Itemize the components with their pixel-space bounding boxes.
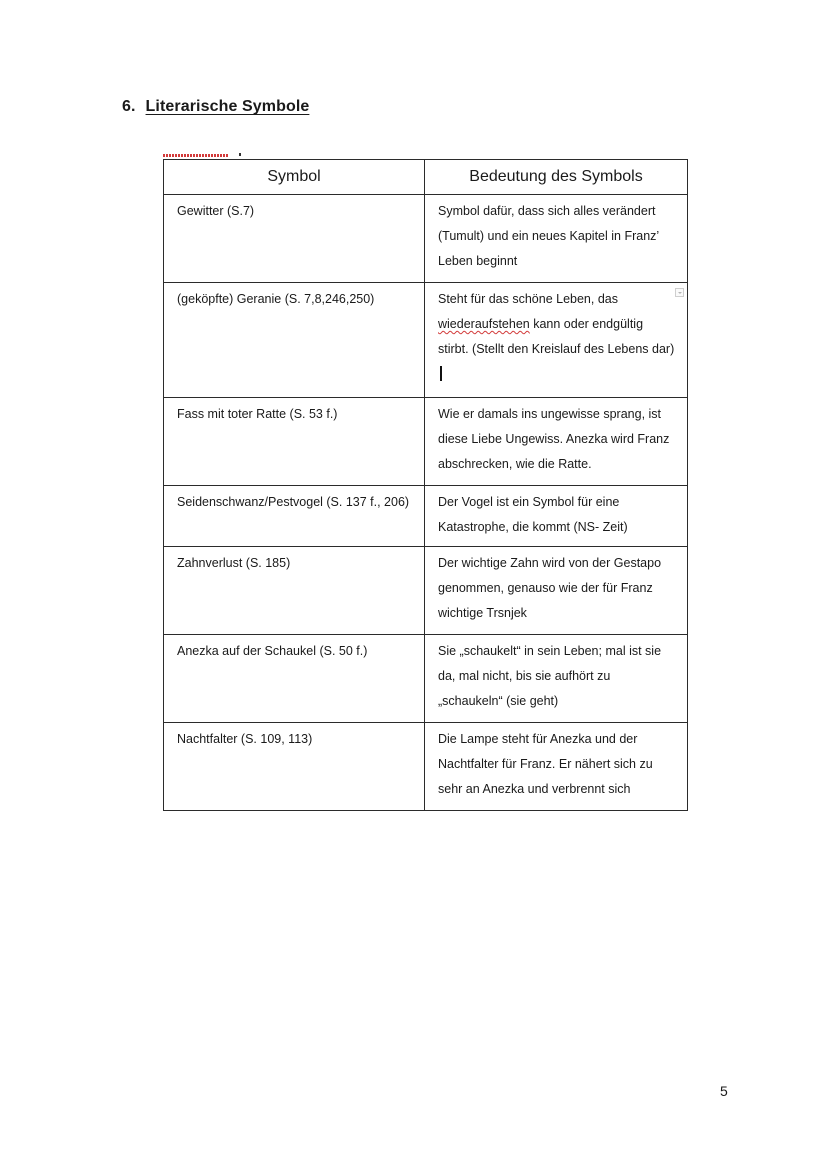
meaning-cell[interactable]: Sie „schaukelt“ in sein Leben; mal ist sie da, mal nicht, bis sie aufhört zu „schaukeln“ (sie geht) — [425, 635, 688, 723]
section-heading — [122, 98, 309, 116]
table-header-row — [164, 160, 688, 195]
table-row — [164, 195, 688, 283]
symbol-cell[interactable]: Seidenschwanz/Pestvogel (S. 137 f., 206) — [164, 486, 425, 547]
symbol-cell[interactable]: Gewitter (S.7) — [164, 195, 425, 283]
page-number: 5 — [720, 1083, 728, 1099]
spellcheck-squiggle — [163, 154, 229, 157]
misspelled-word[interactable]: wiederaufstehen — [438, 317, 530, 331]
meaning-cell[interactable]: Der Vogel ist ein Symbol für eine Katastrophe, die kommt (NS- Zeit) — [425, 486, 688, 547]
text-cursor — [440, 366, 442, 381]
meaning-cell[interactable] — [425, 283, 688, 398]
symbol-cell[interactable]: Nachtfalter (S. 109, 113) — [164, 723, 425, 811]
header-meaning: Bedeutung des Symbols — [425, 160, 688, 195]
table-row — [164, 547, 688, 635]
table-row — [164, 398, 688, 486]
meaning-text: kann oder endgültig stirbt. (Stellt den Kreislauf des Lebens dar) — [438, 317, 675, 356]
table-row — [164, 635, 688, 723]
meaning-cell[interactable]: Wie er damals ins ungewisse sprang, ist diese Liebe Ungewiss. Anezka wird Franz abschrecken, wie die Ratte. — [425, 398, 688, 486]
table-row — [164, 723, 688, 811]
table-row — [164, 283, 688, 398]
cell-dropdown-icon[interactable] — [675, 288, 684, 297]
symbol-cell[interactable]: Zahnverlust (S. 185) — [164, 547, 425, 635]
meaning-cell[interactable]: Die Lampe steht für Anezka und der Nachtfalter für Franz. Er nähert sich zu sehr an Anezka und verbrennt sich — [425, 723, 688, 811]
section-title: Literarische Symbole — [145, 98, 310, 115]
symbol-cell[interactable]: Anezka auf der Schaukel (S. 50 f.) — [164, 635, 425, 723]
symbol-cell[interactable]: (geköpfte) Geranie (S. 7,8,246,250) — [164, 283, 425, 398]
table-row — [164, 486, 688, 547]
meaning-cell[interactable]: Symbol dafür, dass sich alles verändert (Tumult) und ein neues Kapitel in Franz’ Leben beginnt — [425, 195, 688, 283]
meaning-text: Steht für das schöne Leben, das — [438, 292, 618, 306]
stray-mark — [239, 153, 241, 156]
header-symbol: Symbol — [164, 160, 425, 195]
symbol-cell[interactable]: Fass mit toter Ratte (S. 53 f.) — [164, 398, 425, 486]
meaning-cell[interactable]: Der wichtige Zahn wird von der Gestapo genommen, genauso wie der für Franz wichtige Trsnjek — [425, 547, 688, 635]
section-number: 6. — [122, 98, 136, 115]
symbols-table — [163, 159, 688, 811]
